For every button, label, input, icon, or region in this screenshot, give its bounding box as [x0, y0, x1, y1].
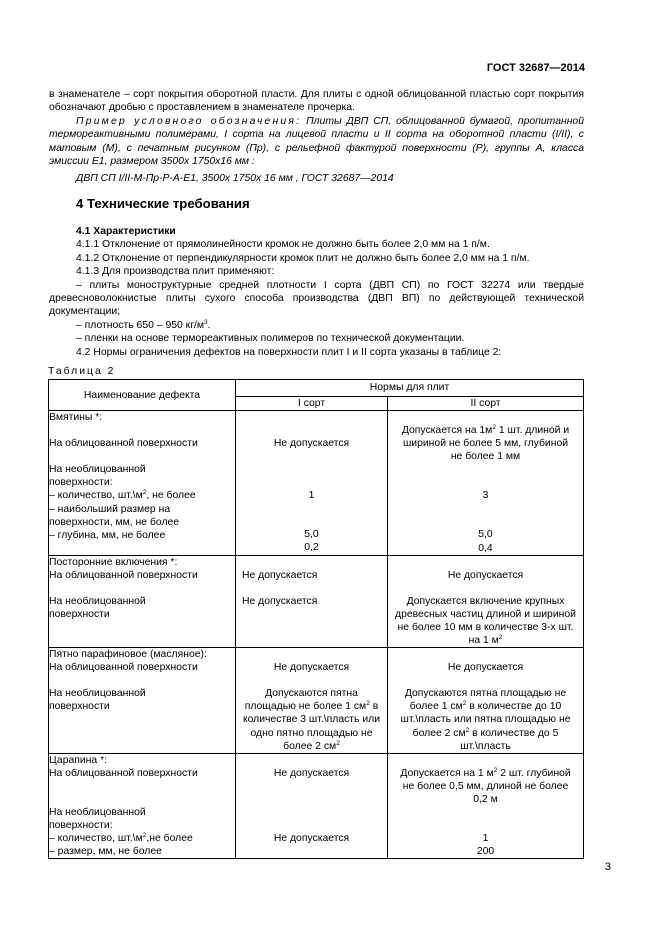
- table-caption: Таблица 2: [48, 366, 116, 377]
- inclusions-unfaced-label: На необлицованной поверхности: [49, 595, 146, 620]
- inclusions-unfaced-s1: Не допускается: [242, 595, 318, 607]
- paraffin-unfaced-s2: Допускаются пятна площадью не более 1 $см^2$ в количестве до 10 шт.\пласть или пятна площадью не более 2 $см^2$ в количестве до 5 шт.\пласть: [400, 688, 571, 752]
- scratch-faced-label: На облицованной поверхности: [49, 767, 198, 779]
- dents-qty-s1: 1: [308, 490, 315, 502]
- clause-4-2: 4.2 Нормы ограничения дефектов на поверхности плит I и II сорта указаны в таблице 2:: [76, 346, 502, 358]
- inclusions-faced-label: На облицованной поверхности: [49, 569, 198, 581]
- paraffin-faced-label: На облицованной поверхности: [49, 662, 198, 674]
- defects-table: [48, 379, 584, 859]
- dents-depth-label: – глубина, мм, не более: [49, 529, 166, 541]
- clause-4-1-3: 4.1.3 Для производства плит применяют:: [76, 266, 275, 278]
- dents-depth-s2: 0,4: [478, 542, 493, 554]
- dents-faced-s2: Допускается на $1м^2$ 1 шт. длиной и шириной не более 5 мм, глубиной не более 1 мм: [401, 424, 570, 463]
- table-row-scratch: [49, 753, 584, 859]
- dents-faced-s1: Не допускается: [273, 438, 350, 450]
- subsection-block: [49, 225, 584, 359]
- clause-density: [49, 319, 584, 332]
- paragraph-sort-note: в знаменателе – сорт покрытия оборотной пласти. Для плиты с одной облицованной пластью сорт покрытия обозначают дробью с проставлением в знаменателе прочерка.: [49, 89, 584, 114]
- scratch-qty-s2: 1: [482, 832, 489, 844]
- clause-films: – пленки на основе термореактивных полимеров по технической документации.: [76, 333, 465, 345]
- designation-example: ДВП СП I/II-М-Пр-Р-А-Е1, 3500х 1750х 16 мм , ГОСТ 32687—2014: [76, 173, 394, 184]
- table-row-inclusions: [49, 555, 584, 647]
- header-norms: Нормы для плит: [236, 380, 584, 397]
- paraffin-faced-s2: Не допускается: [447, 662, 524, 674]
- example-text: Плиты ДВП СП, облицованной бумагой, пропитанной термореактивными полимерами, I сорта на лицевой пласти и II сорта на оборотной пласти (I/II), с матовым (М), с печатным рисунком (Пр), с рельефной фактурой поверхности (Р), группы А, класса эмиссии Е1, размером 3500х 1750х16 мм :: [49, 116, 584, 168]
- document-header: ГОСТ 32687—2014: [486, 62, 585, 74]
- inclusions-unfaced-s2: Допускается включение крупных древесных частиц длиной и шириной не более 10 мм в количестве 3-х шт. на 1 $м^2$: [395, 595, 576, 647]
- scratch-qty-label: – количество, $шт.\backslash м^2,не$ более: [49, 832, 193, 845]
- header-defect-name: Наименование дефекта: [49, 380, 236, 411]
- clause-4-1-3-boards: – плиты моноструктурные средней плотности I сорта (ДВП СП) по ГОСТ 32274 или твердые древесноволокнистые плиты сухого способа производства (ДВП ВП) по действующей технической документации;: [49, 279, 584, 318]
- scratch-faced-s2: Допускается на 1 $м^2$ 2 шт. глубиной не более 0,5 мм, длиной не более 0,2 м: [400, 766, 571, 805]
- example-label: Пример условного обозначения:: [76, 116, 302, 127]
- dents-size-label: – наибольший размер на поверхности, мм, не более: [49, 503, 180, 528]
- inclusions-faced-s1: Не допускается: [242, 569, 318, 581]
- dents-unfaced-label: На необлицованной поверхности:: [49, 464, 146, 489]
- inclusions-faced-s2: Не допускается: [447, 569, 524, 581]
- dents-qty-s2: 3: [482, 490, 489, 502]
- dents-size-s2: 5,0: [478, 529, 493, 541]
- density-text: – плотность 650 – 950 кг/м: [76, 319, 205, 331]
- dents-title: Вмятины *:: [49, 412, 103, 424]
- paraffin-title: Пятно парафиновое (масляное):: [49, 649, 207, 661]
- scratch-unfaced-label: На необлицованной поверхности:: [49, 806, 146, 831]
- header-sort-2: II сорт: [388, 397, 584, 411]
- inclusions-title: Посторонние включения *:: [49, 556, 178, 568]
- paraffin-unfaced-label: На необлицованной поверхности: [49, 688, 146, 713]
- header-sort-1: I сорт: [236, 397, 388, 411]
- clause-4-1-1: 4.1.1 Отклонение от прямолинейности кромок не должно быть более 2,0 мм на 1 п/м.: [76, 239, 490, 251]
- dents-faced-label: На облицованной поверхности: [49, 438, 198, 450]
- table-row-dents: [49, 411, 584, 556]
- scratch-size-s2: 200: [476, 846, 495, 858]
- density-sup: 3: [204, 318, 208, 326]
- dents-size-s1: 5,0: [304, 529, 319, 541]
- paraffin-faced-s1: Не допускается: [273, 662, 350, 674]
- paraffin-unfaced-s1: Допускаются пятна площадью не более 1 $см^2$ в количестве 3 шт.\пласть или одно пятно площадью не более 2 $см^2$: [242, 688, 381, 752]
- scratch-faced-s1: Не допускается: [273, 767, 350, 779]
- page-number: 3: [604, 861, 611, 873]
- dents-depth-s1: 0,2: [304, 542, 319, 554]
- scratch-title: Царапина *:: [49, 754, 108, 766]
- table-row-paraffin: [49, 648, 584, 754]
- dents-qty-label: – количество, $шт.\backslash м^2$, не более: [49, 489, 196, 502]
- example-paragraph: [49, 115, 584, 169]
- scratch-qty-s1: Не допускается: [273, 832, 350, 844]
- scratch-size-label: – размер, мм, не более: [49, 846, 162, 858]
- section-title: 4 Технические требования: [76, 196, 250, 211]
- density-end: .: [207, 319, 211, 331]
- clause-4-1-2: 4.1.2 Отклонение от перпендикулярности кромок плит не должно быть более 2,0 мм на 1 п/м.: [76, 252, 530, 264]
- subsection-title: 4.1 Характеристики: [76, 226, 176, 237]
